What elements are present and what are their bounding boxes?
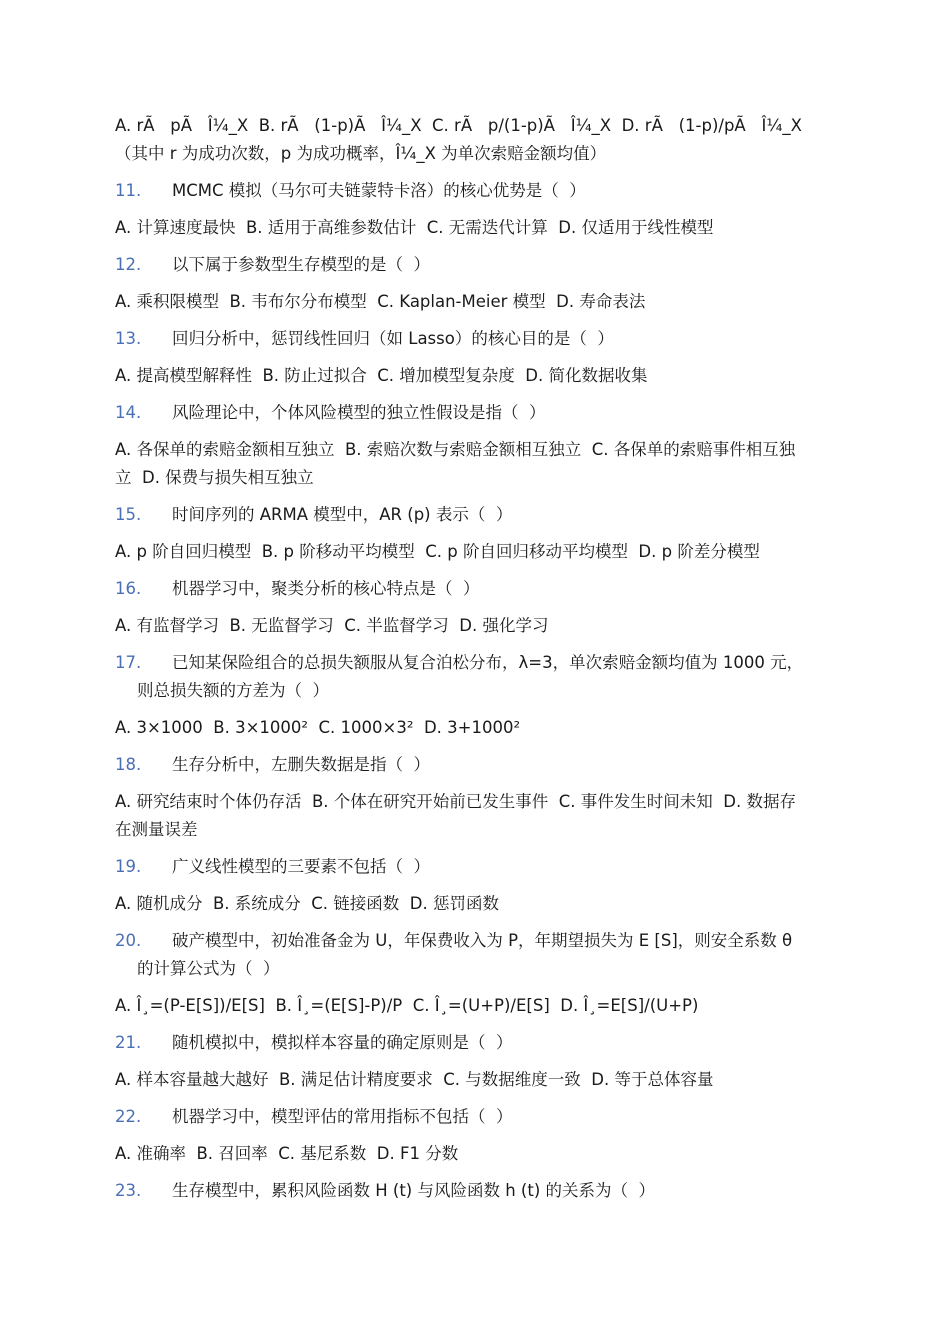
question-item	[115, 649, 840, 705]
answer-options-continued: 立 D. 保费与损失相互独立	[115, 468, 314, 487]
question-text	[115, 853, 840, 881]
answer-options-line: A. 有监督学习 B. 无监督学习 C. 半监督学习 D. 强化学习	[115, 616, 549, 635]
question-item	[115, 1103, 840, 1131]
question-stem: 已知某保险组合的总损失额服从复合泊松分布，λ=3，单次索赔金额均值为 1000 元，	[172, 653, 804, 672]
question-number: 22.	[115, 1107, 142, 1126]
answer-options	[115, 992, 840, 1020]
answer-options	[115, 714, 840, 742]
question-item	[115, 399, 840, 427]
question-item	[115, 501, 840, 529]
question-number: 17.	[115, 653, 142, 672]
question-number: 14.	[115, 403, 142, 422]
answer-options	[115, 538, 840, 566]
question-text	[115, 399, 840, 427]
question-stem: 时间序列的 ARMA 模型中，AR (p) 表示（ ）	[172, 505, 513, 524]
question-text	[115, 1103, 840, 1131]
question-stem: 随机模拟中，模拟样本容量的确定原则是（ ）	[172, 1033, 513, 1052]
question-item	[115, 1177, 840, 1205]
question-stem-continued: 则总损失额的方差为（ ）	[137, 681, 329, 700]
question-stem: 生存分析中，左删失数据是指（ ）	[172, 755, 430, 774]
answer-options-continued: 在测量误差	[115, 820, 198, 839]
answer-options-line: A. 各保单的索赔金额相互独立 B. 索赔次数与索赔金额相互独立 C. 各保单的索赔事件相互独	[115, 440, 796, 459]
question-stem: 以下属于参数型生存模型的是（ ）	[172, 255, 430, 274]
answer-options-line: A. p 阶自回归模型 B. p 阶移动平均模型 C. p 阶自回归移动平均模型 D. p 阶差分模型	[115, 542, 760, 561]
answer-options-line: A. Î¸=(P-E[S])/E[S] B. Î¸=(E[S]-P)/P C. Î¸=(U+P)/E[S] D. Î¸=E[S]/(U+P)	[115, 996, 699, 1015]
question-number: 19.	[115, 857, 142, 876]
question-text	[115, 251, 840, 279]
question-number: 15.	[115, 505, 142, 524]
answer-options-line: A. 3×1000 B. 3×1000² C. 1000×3² D. 3+1000²	[115, 718, 521, 737]
question-list	[115, 177, 840, 1205]
question-number: 12.	[115, 255, 142, 274]
question-text	[115, 649, 840, 677]
answer-options-line: A. 样本容量越大越好 B. 满足估计精度要求 C. 与数据维度一致 D. 等于总体容量	[115, 1070, 714, 1089]
question-stem: MCMC 模拟（马尔可夫链蒙特卡洛）的核心优势是（ ）	[172, 181, 586, 200]
answer-options	[115, 1140, 840, 1168]
answer-options	[115, 788, 840, 844]
question-text	[115, 325, 840, 353]
question-item	[115, 251, 840, 279]
question-stem-continued: 的计算公式为（ ）	[137, 959, 280, 978]
document-page	[115, 112, 840, 1214]
answer-options	[115, 288, 840, 316]
answer-options-line: A. 随机成分 B. 系统成分 C. 链接函数 D. 惩罚函数	[115, 894, 499, 913]
question-item	[115, 575, 840, 603]
question-item	[115, 325, 840, 353]
answer-options-line: A. 提高模型解释性 B. 防止过拟合 C. 增加模型复杂度 D. 简化数据收集	[115, 366, 648, 385]
answer-options	[115, 1066, 840, 1094]
question-text	[115, 1177, 840, 1205]
question-number: 13.	[115, 329, 142, 348]
question-number: 11.	[115, 181, 142, 200]
answer-options-line: A. 研究结束时个体仍存活 B. 个体在研究开始前已发生事件 C. 事件发生时间未知 D. 数据存	[115, 792, 796, 811]
question-text	[115, 927, 840, 955]
answer-options	[115, 214, 840, 242]
intro-options	[115, 112, 840, 168]
answer-options	[115, 890, 840, 918]
intro-note-line: （其中 r 为成功次数，p 为成功概率，Î¼_X 为单次索赔金额均值）	[115, 144, 607, 163]
question-stem: 生存模型中，累积风险函数 H (t) 与风险函数 h (t) 的关系为（ ）	[172, 1181, 656, 1200]
answer-options	[115, 612, 840, 640]
answer-options-line: A. 计算速度最快 B. 适用于高维参数估计 C. 无需迭代计算 D. 仅适用于线性模型	[115, 218, 714, 237]
answer-options-line: A. 乘积限模型 B. 韦布尔分布模型 C. Kaplan-Meier 模型 D. 寿命表法	[115, 292, 646, 311]
question-item	[115, 1029, 840, 1057]
question-number: 18.	[115, 755, 142, 774]
question-item	[115, 177, 840, 205]
question-stem: 广义线性模型的三要素不包括（ ）	[172, 857, 430, 876]
question-text	[115, 501, 840, 529]
question-number: 23.	[115, 1181, 142, 1200]
question-text	[115, 1029, 840, 1057]
question-number: 16.	[115, 579, 142, 598]
question-stem: 回归分析中，惩罚线性回归（如 Lasso）的核心目的是（ ）	[172, 329, 614, 348]
question-stem: 风险理论中，个体风险模型的独立性假设是指（ ）	[172, 403, 546, 422]
question-text	[115, 575, 840, 603]
intro-options-line: A. rÃ pÃ Î¼_X B. rÃ (1-p)Ã Î¼_X C. rÃ p/(1-p)Ã Î¼_X D. rÃ (1-p)/pÃ Î¼_X	[115, 116, 802, 135]
answer-options	[115, 436, 840, 492]
question-number: 20.	[115, 931, 142, 950]
answer-options-line: A. 准确率 B. 召回率 C. 基尼系数 D. F1 分数	[115, 1144, 459, 1163]
question-item	[115, 927, 840, 983]
question-text	[115, 751, 840, 779]
question-item	[115, 751, 840, 779]
question-stem: 机器学习中，聚类分析的核心特点是（ ）	[172, 579, 480, 598]
answer-options	[115, 362, 840, 390]
question-number: 21.	[115, 1033, 142, 1052]
question-stem: 机器学习中，模型评估的常用指标不包括（ ）	[172, 1107, 513, 1126]
question-stem: 破产模型中，初始准备金为 U，年保费收入为 P，年期望损失为 E [S]，则安全系数 θ	[172, 931, 793, 950]
question-item	[115, 853, 840, 881]
question-text	[115, 177, 840, 205]
